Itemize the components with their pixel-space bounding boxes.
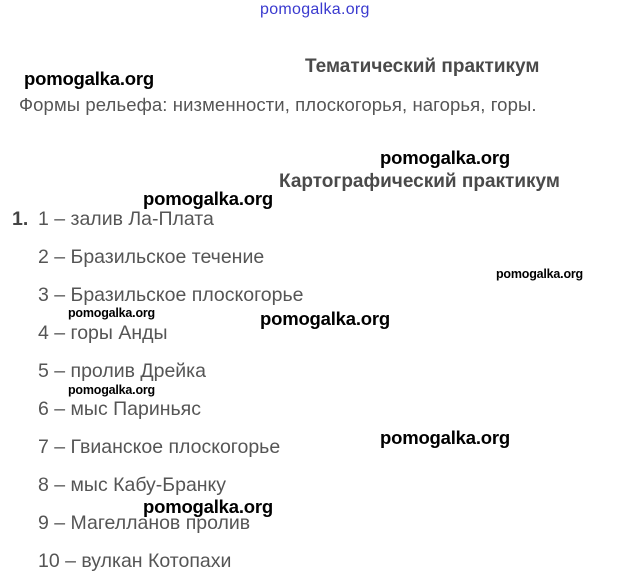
watermark: pomogalka.org [68,306,155,320]
list-item: 6 – мыс Париньяс [38,398,201,420]
watermark: pomogalka.org [496,267,583,281]
watermark: pomogalka.org [380,147,510,168]
cartographic-practicum-title: Картографический практикум [279,171,560,192]
watermark: pomogalka.org [260,1,370,18]
list-item: 7 – Гвианское плоскогорье [38,436,281,458]
list-item: 3 – Бразильское плоскогорье [38,284,304,306]
watermark: pomogalka.org [143,188,273,209]
list-item: 4 – горы Анды [38,322,168,344]
watermark: pomogalka.org [24,68,154,89]
thematic-practicum-title: Тематический практикум [305,56,540,77]
list-item: 5 – пролив Дрейка [38,360,206,382]
list-item: 2 – Бразильское течение [38,246,265,268]
list-item: 10 – вулкан Котопахи [38,550,232,572]
watermark: pomogalka.org [380,427,510,448]
watermark: pomogalka.org [260,308,390,329]
watermark: pomogalka.org [68,383,155,397]
list-item: 9 – Магелланов пролив [38,512,251,534]
list-item: 8 – мыс Кабу-Бранку [38,474,227,496]
watermark: pomogalka.org [143,496,273,517]
task-number: 1. [12,208,29,230]
relief-forms-text: Формы рельефа: низменности, плоскогорья, нагорья, горы. [19,94,537,115]
list-item: 1 – залив Ла-Плата [38,208,214,230]
